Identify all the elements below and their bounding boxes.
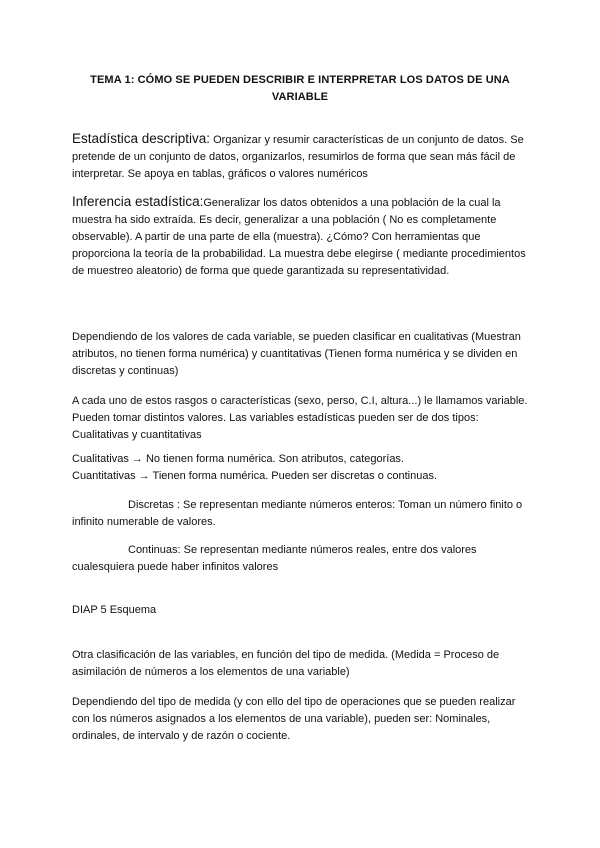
inferencia-term: Inferencia estadística: — [72, 194, 204, 209]
rasgos-paragraph: A cada uno de estos rasgos o características (sexo, perso, C.I, altura...) le llamamos variable. Pueden tomar distintos valores. Las variables estadísticas pueden ser de dos tipos: Cualitativas y cuantitativas — [72, 395, 528, 441]
tipo-medida-paragraph: Dependiendo del tipo de medida (y con ello del tipo de operaciones que se pueden realizar con los números asignados a los elementos de una variable), pueden ser: Nominales, ordinales, de intervalo y de razón o cociente. — [72, 696, 516, 742]
dependiendo-valores-paragraph: Dependiendo de los valores de cada variable, se pueden clasificar en cualitativas (Muestran atributos, no tienen forma numérica) y cuantitativas (Tienen forma numérica y se dividen en discretas y continuas) — [72, 331, 521, 377]
cualitativas-line: Cualitativas → No tienen forma numérica. Son atributos, categorías. — [72, 453, 404, 465]
document-title — [60, 72, 540, 106]
descriptiva-text: Organizar y resumir características de un conjunto de datos. Se pretende de un conjunto de datos, organizarlos, resumirlos de forma que sean más fácil de interpretar. Se apoya en tablas, gráficos o valores numéricos — [72, 134, 524, 180]
descriptiva-term: Estadística descriptiva: — [72, 131, 211, 146]
otra-clasificacion-paragraph: Otra clasificación de las variables, en función del tipo de medida. (Medida = Proceso de asimilación de números a los elementos de una variable) — [72, 649, 500, 678]
inferencia-text: Generalizar los datos obtenidos a una población de la cual la muestra ha sido extraída. Es decir, generalizar a una población ( No es completamente observable). A partir de una parte de ella (muestra). ¿Cómo? Con herramientas que proporciona la teoría de la probabilidad. La muestra debe elegirse ( mediante procedimientos de muestreo aleatorio) de forma que quede garantizada su representatividad. — [72, 197, 526, 277]
inferencia-paragraph — [72, 193, 534, 280]
diap-note: DIAP 5 Esquema — [72, 604, 157, 616]
title-line-2: VARIABLE — [271, 91, 329, 103]
cuantitativas-line: Cuantitativas → Tienen forma numérica. Pueden ser discretas o continuas. — [72, 470, 438, 482]
discretas-paragraph: Discretas : Se representan mediante números enteros: Toman un número finito o infinito numerable de valores. — [72, 499, 523, 528]
title-line-1: TEMA 1: CÓMO SE PUEDEN DESCRIBIR E INTERPRETAR LOS DATOS DE UNA — [90, 74, 510, 86]
continuas-paragraph: Continuas: Se representan mediante números reales, entre dos valores cualesquiera puede haber infinitos valores — [72, 544, 477, 573]
descriptiva-paragraph — [72, 130, 534, 183]
tipos-list — [72, 451, 534, 485]
